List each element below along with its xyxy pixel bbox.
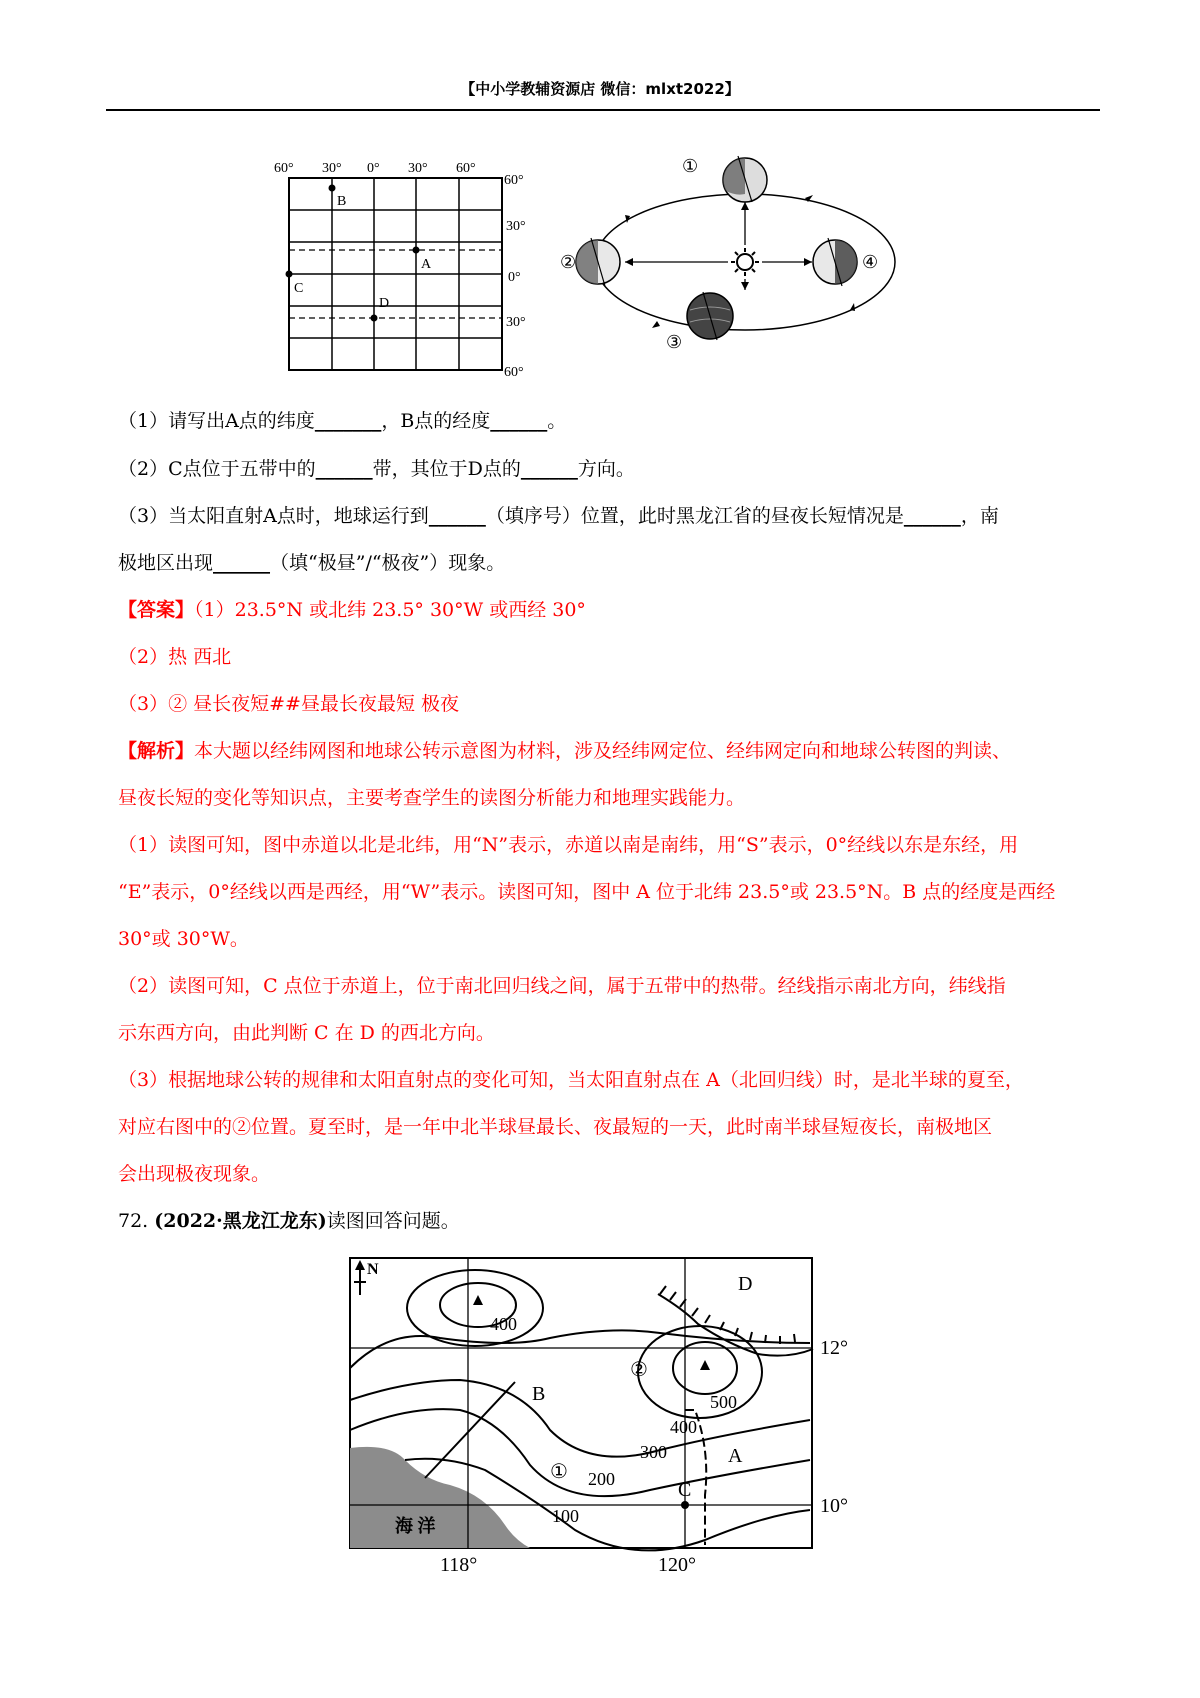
analysis-label: 【解析】 [118,740,195,762]
answer-line-3: （3）② 昼长夜短##昼最长夜最短 极夜 [118,693,460,715]
north-arrow-icon [354,1260,366,1295]
lon-label-1: 60° [274,161,294,176]
earth-position-3 [687,292,733,340]
point-d-label: D [379,296,390,311]
analysis-p2-2: 示东西方向，由此判断 C 在 D 的西北方向。 [118,1022,495,1044]
lon-label-120: 120° [658,1554,696,1575]
peak-icon-1 [473,1295,483,1305]
question-72: 72. (2022·黑龙江龙东)读图回答问题。 [118,1210,460,1232]
north-label: N [367,1261,379,1278]
position-label-2: ② [560,252,577,272]
lon-label-2: 30° [322,161,342,176]
analysis-p1-3: 30°或 30°W。 [118,928,249,950]
lat-label-2: 30° [506,219,526,234]
earth-position-2 [576,238,620,286]
page-header: 【中小学教辅资源店 微信：mlxt2022】 [460,80,740,98]
question-2: （2）C点位于五带中的______带，其位于D点的______方向。 [118,458,635,480]
label-a: A [728,1445,743,1467]
analysis-intro-1: 【解析】本大题以经纬网图和地球公转示意图为材料，涉及经纬网定位、经纬网定向和地球公转图的判读、 [118,740,1012,762]
sea-label: 海 洋 [395,1516,436,1536]
analysis-p3-2: 对应右图中的②位置。夏至时，是一年中北半球昼最长、夜最短的一天，此时南半球昼短夜长，南极地区 [118,1116,993,1138]
point-a-label: A [421,257,432,272]
q1-blank-2: ______ [490,410,548,432]
answer-line-1: 【答案】（1）23.5°N 或北纬 23.5° 30°W 或西经 30° [118,599,586,621]
analysis-p3-3: 会出现极夜现象。 [118,1163,271,1185]
lat-label-10: 10° [820,1495,848,1517]
contour-label-400b: 400 [670,1417,697,1437]
label-c: C [678,1479,692,1501]
question-3-line-1: （3）当太阳直射A点时，地球运行到______（填序号）位置，此时黑龙江省的昼夜长短情况是______，南 [118,505,999,527]
contour-map-figure [340,1250,880,1575]
header-rule [106,109,1100,111]
lon-label-118: 118° [440,1554,478,1575]
lat-label-4: 30° [506,315,526,330]
point-d [371,315,378,322]
analysis-p2-1: （2）读图可知，C 点位于赤道上，位于南北回归线之间，属于五带中的热带。经线指示南北方向，纬线指 [118,975,1006,997]
point-b [329,185,336,192]
position-label-3: ③ [666,332,683,352]
contour-label-300: 300 [640,1442,667,1462]
contour-label-100: 100 [552,1506,579,1526]
contour-label-500: 500 [710,1392,737,1412]
analysis-p1-1: （1）读图可知，图中赤道以北是北纬，用“N”表示，赤道以南是南纬，用“S”表示，0°经线以东是东经，用 [118,834,1019,856]
q2-blank-2: ______ [520,458,578,480]
q2-blank-1: ______ [315,458,373,480]
lon-label-5: 60° [456,161,476,176]
lat-lon-grid-figure [260,158,530,388]
peak-icon-2 [700,1360,710,1370]
position-label-1: ① [682,156,699,176]
lon-label-4: 30° [408,161,428,176]
analysis-intro-2: 昼夜长短的变化等知识点，主要考查学生的读图分析能力和地理实践能力。 [118,787,746,809]
point-a [413,247,420,254]
answer-label: 【答案】 [118,599,195,621]
label-d: D [738,1273,753,1295]
lat-label-12: 12° [820,1337,848,1359]
label-circle-2: ② [630,1359,648,1381]
answer-line-2: （2）热 西北 [118,646,232,668]
analysis-p3-1: （3）根据地球公转的规律和太阳直射点的变化可知，当太阳直射点在 A（北回归线）时，是北半球的夏至， [118,1069,1024,1091]
lon-label-3: 0° [367,161,380,176]
contour-label-400a: 400 [490,1314,517,1334]
point-c [286,271,293,278]
question-1: （1）请写出A点的纬度_______，B点的经度______。 [118,410,567,432]
point-b-label: B [337,194,347,209]
sun-icon [731,248,759,276]
lat-label-1: 60° [504,173,524,188]
point-c-marker [681,1501,689,1509]
question-3-line-2: 极地区出现______（填“极昼”/“极夜”）现象。 [118,552,506,574]
contour-label-200: 200 [588,1469,615,1489]
analysis-p1-2: “E”表示，0°经线以西是西经，用“W”表示。读图可知，图中 A 位于北纬 23.5°或 23.5°N。B 点的经度是西经 [118,881,1056,903]
earth-orbit-figure [560,150,905,375]
lat-label-5: 60° [504,365,524,380]
lat-label-3: 0° [508,270,521,285]
label-b: B [532,1383,546,1405]
point-c-label: C [294,281,304,296]
label-circle-1: ① [550,1461,568,1483]
earth-position-4 [813,238,857,286]
position-label-4: ④ [862,252,879,272]
q1-blank-1: _______ [314,410,382,432]
earth-position-1 [723,156,767,202]
